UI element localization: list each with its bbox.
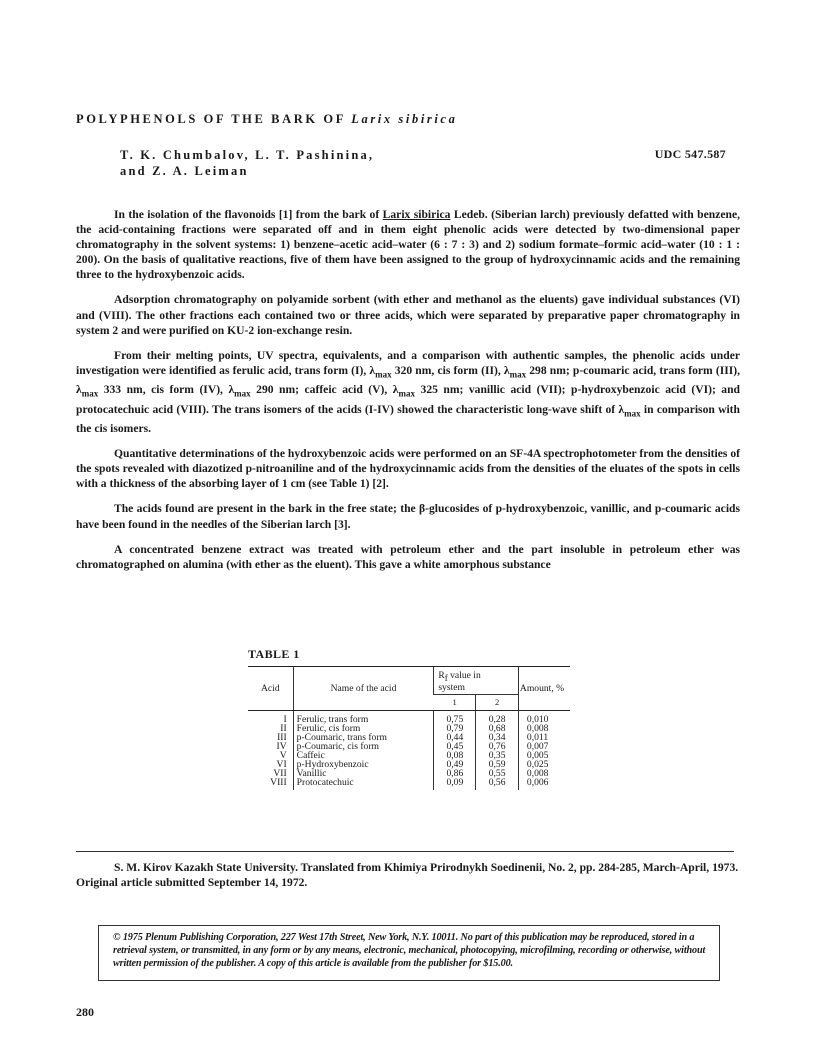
cell-rf-system-2: 0,35: [476, 751, 519, 760]
table-1-grid: [248, 666, 570, 790]
cell-amount: 0,008: [518, 724, 570, 733]
cell-acid-name: Ferulic, trans form: [293, 710, 434, 724]
udc-code: UDC 547.587: [654, 147, 726, 161]
paragraph-6: A concentrated benzene extract was treated with petroleum ether and the part insoluble in petroleum ether was chromatographed on alumina (with ether as the eluent). This gave a white amorphous substance: [76, 542, 740, 571]
p3-seg-e: 290 nm; caffeic acid (V), λ: [250, 383, 399, 397]
cell-amount: 0,025: [518, 760, 570, 769]
cell-rf-system-2: 0,76: [476, 742, 519, 751]
author-list: [120, 147, 374, 179]
article-body: [76, 207, 740, 582]
cell-rf-system-2: 0,34: [476, 733, 519, 742]
cell-acid-name: Protocatechuic: [293, 778, 434, 790]
paragraph-3: [76, 348, 740, 436]
p3-seg-c: 298 nm; p-coumaric acid, trans form (III), λ: [76, 363, 741, 397]
cell-acid-name: Ferulic, cis form: [293, 724, 434, 733]
lambda-max-sub: max: [624, 407, 641, 418]
rf-system-text: system: [438, 681, 465, 693]
paragraph-1-species: Larix sibirica: [382, 208, 451, 221]
p3-seg-f: 325 nm; vanillic acid (VII); p-hydroxybenzoic acid (VI); and protocatechuic acid (VIII). The trans isomers of the acids (I-IV) showed the characteristic long-wave shift of λ: [76, 383, 741, 416]
cell-acid-name: Caffeic: [293, 751, 434, 760]
cell-rf-system-1: 0,49: [434, 760, 476, 769]
paragraph-5: The acids found are present in the bark in the free state; the β-glucosides of p-hydroxybenzoic, vanillic, and p-coumaric acids have been found in the needles of the Siberian larch [3].: [76, 502, 740, 531]
p3-seg-g: in comparison with the cis isomers.: [76, 402, 740, 436]
cell-acid-number: V: [279, 749, 287, 761]
title-text: POLYPHENOLS OF THE BARK OF: [76, 112, 346, 126]
cell-amount: 0,011: [518, 733, 570, 742]
cell-rf-system-1: 0,45: [434, 742, 476, 751]
lambda-max-sub: max: [375, 369, 392, 380]
lambda-max-sub: max: [509, 369, 527, 380]
cell-rf-system-1: 0,75: [434, 710, 476, 724]
p3-seg-a: From their melting points, UV spectra, equivalents, and a comparison with authentic samples, the phenolic acids under investigation were identified as ferulic acid, trans form (I), λ: [76, 348, 740, 377]
cell-acid-number: VIII: [270, 776, 287, 788]
paragraph-1-text-a: In the isolation of the flavonoids [1] from the bark of: [114, 208, 383, 221]
rf-text: value in: [447, 670, 481, 681]
cell-acid-name: p-Hydroxybenzoic: [293, 760, 434, 769]
table-1: [248, 647, 570, 790]
authors-line-1: T. K. Chumbalov, L. T. Pashinina,: [120, 148, 375, 162]
cell-rf-system-1: 0,79: [434, 724, 476, 733]
cell-rf-system-2: 0,59: [476, 760, 519, 769]
title-species: Larix sibirica: [351, 112, 458, 126]
col-header-system-1: 1: [434, 694, 476, 710]
table-row: [248, 710, 570, 724]
cell-acid-name: p-Coumaric, trans form: [293, 733, 434, 742]
paragraph-1: [76, 207, 740, 282]
cell-amount: 0,005: [518, 751, 570, 760]
lambda-max-sub: max: [81, 388, 99, 399]
lambda-max-sub: max: [234, 388, 251, 399]
cell-acid-number: II: [280, 722, 287, 734]
cell-amount: 0,008: [518, 769, 570, 778]
table-1-body: [248, 710, 570, 790]
cell-acid-number: III: [277, 731, 287, 743]
table-row: [248, 778, 570, 790]
article-title: [76, 112, 457, 127]
rf-symbol: R: [438, 670, 445, 681]
affiliation-footnote: S. M. Kirov Kazakh State University. Translated from Khimiya Prirodnykh Soedinenii, No. 2, pp. 284-285, March-April, 1973. Original article submitted September 14, 1972.: [76, 861, 739, 889]
col-header-name: Name of the acid: [293, 667, 434, 711]
p3-seg-b: 320 nm, cis form (II), λ: [391, 363, 510, 377]
rf-subscript: f: [444, 672, 448, 683]
cell-rf-system-1: 0,09: [434, 778, 476, 790]
cell-acid-number: VI: [276, 758, 287, 770]
cell-acid-number: IV: [276, 740, 287, 752]
page-number: 280: [76, 1005, 94, 1019]
footnote-divider: [76, 851, 734, 852]
table-label: TABLE 1: [248, 647, 300, 661]
col-header-amount: Amount, %: [518, 667, 570, 711]
paragraph-2: Adsorption chromatography on polyamide sorbent (with ether and methanol as the eluents) gave individual substances (VI) and (VIII). The other fractions each contained two or three acids, which were separated by preparative paper chromatography in system 2 and were purified on KU-2 ion-exchange resin.: [76, 293, 740, 337]
cell-rf-system-1: 0,44: [434, 733, 476, 742]
copyright-notice: © 1975 Plenum Publishing Corporation, 227 West 17th Street, New York, N.Y. 10011. No part of this publication may be reproduced, stored in a retrieval system, or transmitted, in any form or by any means, electronic, mechanical, photocopying, microfilming, recording or otherwise, without written permission of the publisher. A copy of this article is available from the publisher for $15.00.: [98, 925, 720, 981]
cell-amount: 0,007: [518, 742, 570, 751]
cell-rf-system-2: 0,68: [476, 724, 519, 733]
cell-acid-number: VII: [273, 767, 287, 779]
paragraph-4: Quantitative determinations of the hydroxybenzoic acids were performed on an SF-4A spectrophotometer from the densities of the spots revealed with diazotized p-nitroaniline and of the hydroxycinnamic acids from the densities of the eluates of the spots in cells with a thickness of the absorbing layer of 1 cm (see Table 1) [2].: [76, 447, 740, 491]
cell-rf-system-1: 0,08: [434, 751, 476, 760]
cell-rf-system-2: 0,56: [476, 778, 519, 790]
cell-rf-system-1: 0,86: [434, 769, 476, 778]
cell-acid-name: Vanillic: [293, 769, 434, 778]
cell-amount: 0,010: [518, 710, 570, 724]
col-header-rf: [434, 667, 519, 695]
cell-rf-system-2: 0,28: [476, 710, 519, 724]
paragraph-1-text-b: Ledeb. (Siberian larch) previously defatted with benzene, the acid-containing fractions were separated off and in them eight phenolic acids were detected by two-dimensional paper chromatography in the solvent systems: 1) benzene–acetic acid–water (6 : 7 : 3) and 2) sodium formate–formic acid–water (10 : 1 : 200). On the basis of qualitative reactions, five of them have been assigned to the group of hydroxycinnamic acids and the remaining three to the hydroxybenzoic acids.: [76, 208, 740, 282]
col-header-acid: Acid: [248, 667, 293, 711]
lambda-max-sub: max: [398, 388, 416, 399]
p3-seg-d: 333 nm, cis form (IV), λ: [98, 383, 235, 397]
cell-amount: 0,006: [518, 778, 570, 790]
cell-acid-number: I: [283, 713, 287, 725]
col-header-system-2: 2: [476, 694, 519, 710]
cell-rf-system-2: 0,55: [476, 769, 519, 778]
cell-acid-name: p-Coumaric, cis form: [293, 742, 434, 751]
authors-line-2: and Z. A. Leiman: [120, 164, 249, 178]
